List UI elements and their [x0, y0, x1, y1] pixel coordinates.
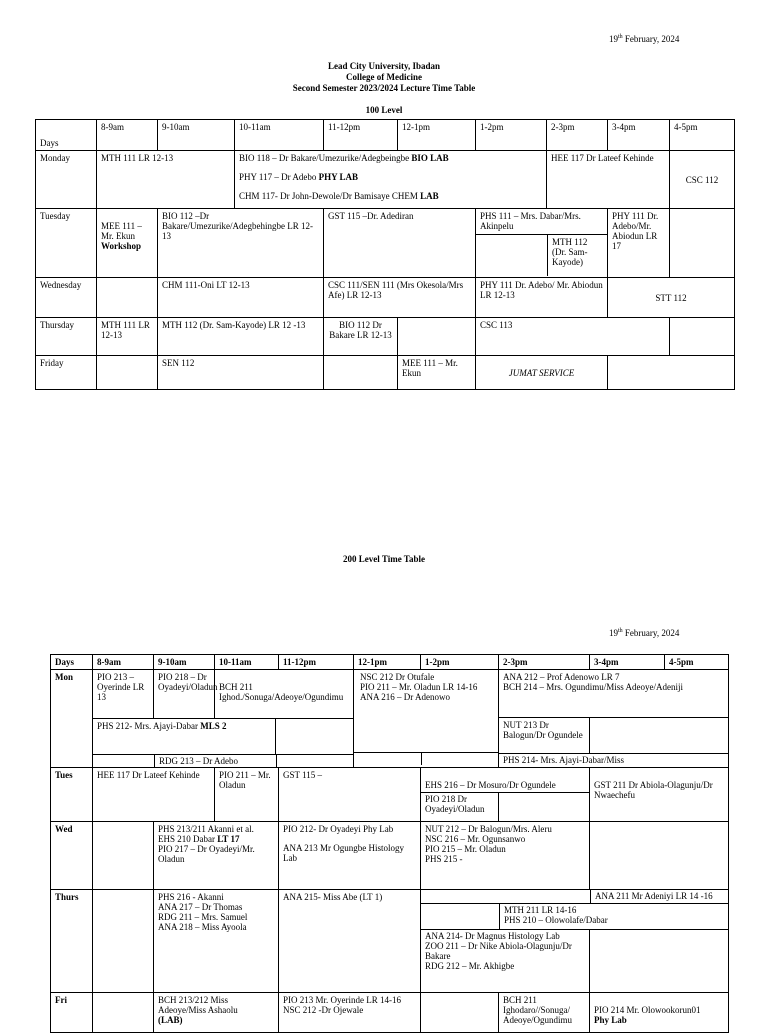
rdg212: RDG 212 – Mr. Akhigbe — [425, 961, 515, 971]
mee111-room: Workshop — [101, 241, 142, 251]
date-top — [609, 34, 679, 45]
header-block — [0, 61, 768, 116]
phs212 — [93, 719, 276, 754]
ana216: ANA 216 – Dr Adenowo — [360, 692, 450, 702]
row-friday — [36, 356, 735, 390]
date-day: 19 — [609, 628, 618, 638]
day-wednesday: Wednesday — [36, 278, 97, 318]
cell-empty — [421, 993, 499, 1033]
cell-wed-nut — [421, 822, 590, 890]
row-thursday — [36, 318, 735, 356]
day-tues: Tues — [51, 768, 93, 822]
date-day: 19 — [609, 34, 618, 44]
cell-gst115: GST 115 –Dr. Adediran — [324, 209, 476, 278]
mth211-phs210 — [500, 904, 608, 929]
date-rest: February, 2024 — [622, 34, 680, 44]
phs111: PHS 111 – Mrs. Dabar/Mrs. Akinpelu — [476, 209, 607, 235]
ehs210-room: LT 17 — [217, 834, 240, 844]
cell-wed-pio212 — [279, 822, 421, 890]
phy117-room: PHY LAB — [318, 172, 359, 182]
day-wed: Wed — [51, 822, 93, 890]
row-wednesday — [36, 278, 735, 318]
empty-slot — [590, 718, 728, 753]
header-days: Days — [36, 120, 97, 151]
nsc212: NSC 212 -Dr Ojewale — [283, 1005, 364, 1015]
day-thursday: Thursday — [36, 318, 97, 356]
level-200-title: 200 Level Time Table — [343, 554, 425, 564]
row-monday — [36, 151, 735, 209]
header-4-5pm: 4-5pm — [670, 120, 735, 151]
pio215: PIO 215 – Mr. Oladun — [425, 844, 506, 854]
header-2-3pm: 2-3pm — [499, 655, 590, 670]
phs215: PHS 215 - — [425, 854, 463, 864]
date-rest: February, 2024 — [622, 628, 680, 638]
header-row — [51, 655, 729, 670]
cell-pio214 — [590, 993, 729, 1033]
bch214: BCH 214 – Mrs. Ogundimu/Miss Adeoye/Adeniji — [503, 682, 684, 692]
cell-chm111: CHM 111-Oni LT 12-13 — [158, 278, 324, 318]
cell-csc113: CSC 113 — [476, 318, 670, 356]
cell-mee111 — [97, 209, 158, 278]
ehs216: EHS 216 – Dr Mosuro/Dr Ogundele — [421, 780, 589, 793]
semester-title: Second Semester 2023/2024 Lecture Time Table — [292, 83, 476, 93]
header-9-10am: 9-10am — [158, 120, 235, 151]
empty-slot — [276, 719, 353, 754]
header-1-2pm: 1-2pm — [421, 655, 499, 670]
empty-slot — [277, 755, 353, 767]
day-tuesday: Tuesday — [36, 209, 97, 278]
cell-gst115: GST 115 – — [279, 768, 421, 822]
date-second — [609, 628, 679, 639]
cell-bch213 — [154, 993, 279, 1033]
cell-pio211: PIO 211 – Mr. Oladun — [215, 768, 279, 822]
cell-wed-phs — [154, 822, 279, 890]
cell-bio112: BIO 112 Dr Bakare LR 12-13 — [324, 318, 398, 356]
cell-mth111: MTH 111 LR 12-13 — [97, 318, 158, 356]
empty-slot — [590, 930, 728, 992]
mee111-text: MEE 111 – Mr. Ekun — [101, 221, 142, 241]
pio211: PIO 211 – Mr. Oladun LR 14-16 — [360, 682, 478, 692]
day-mon: Mon — [51, 670, 93, 768]
header-2-3pm: 2-3pm — [547, 120, 608, 151]
row-thurs — [51, 890, 729, 993]
cell-mon-noon — [354, 670, 499, 768]
header-1-2pm: 1-2pm — [476, 120, 547, 151]
ana213: ANA 213 Mr Ogungbe Histology Lab — [283, 843, 404, 863]
day-friday: Friday — [36, 356, 97, 390]
phs210: PHS 210 – Olowolafe/Dabar — [504, 915, 608, 925]
cell-mon-afternoon — [499, 670, 729, 768]
chm117-text: CHM 117- Dr John-Dewole/Dr Bamisaye CHEM — [239, 191, 421, 201]
phs214: PHS 214- Mrs. Ajayi-Dabar/Miss — [503, 755, 624, 765]
cell-empty — [670, 209, 735, 278]
pio213: PIO 213 – Oyerinde LR 13 — [93, 670, 154, 718]
cell-bio112: BIO 112 –Dr Bakare/Umezurike/Adegbehingbe LR 12-13 — [158, 209, 324, 278]
chm117-room: LAB — [420, 191, 439, 201]
nut213: NUT 213 Dr Balogun/Dr Ogundele — [499, 718, 590, 753]
thu-labs — [421, 930, 590, 992]
header-3-4pm: 3-4pm — [590, 655, 665, 670]
phs212-text: PHS 212- Mrs. Ajayi-Dabar — [97, 721, 201, 731]
empty-slot — [499, 793, 589, 821]
day-thurs: Thurs — [51, 890, 93, 993]
cell-empty — [608, 356, 735, 390]
timetable-200-level — [50, 654, 729, 1033]
empty-slot — [93, 755, 155, 767]
ehs210-text: EHS 210 Dabar — [158, 834, 218, 844]
cell-tue-ehs — [421, 768, 590, 822]
zoo211: ZOO 211 – Dr Nike Abiola-Olagunju/Dr Bakare — [425, 941, 572, 961]
college-name: College of Medicine — [346, 72, 422, 82]
bch213-room: (LAB) — [158, 1015, 183, 1025]
cell-empty — [97, 278, 158, 318]
date-suffix: th — [618, 34, 623, 40]
ana212: ANA 212 – Prof Adenowo LR 7 — [503, 672, 620, 682]
ehs210 — [158, 834, 274, 844]
phs212-room: MLS 2 — [200, 721, 227, 731]
cell-ana215: ANA 215- Miss Abe (LT 1) — [279, 890, 421, 993]
header-12-1pm: 12-1pm — [354, 655, 421, 670]
mth211: MTH 211 LR 14-16 — [504, 905, 577, 915]
cell-empty — [590, 822, 729, 890]
bch213-text: BCH 213/212 Miss Adeoye/Miss Ashaolu — [158, 995, 238, 1015]
pio214-room: Phy Lab — [594, 1015, 627, 1025]
pio217: PIO 217 – Dr Oyadeyi/Mr. Oladun — [158, 844, 255, 864]
cell-phy111: PHY 111 Dr. Adebo/Mr. Abiodun LR 17 — [608, 209, 670, 278]
cell-phy111: PHY 111 Dr. Adebo/ Mr. Abiodun LR 12-13 — [476, 278, 608, 318]
ana214: ANA 214- Dr Magnus Histology Lab — [425, 931, 560, 941]
level-title: 100 Level — [365, 105, 403, 115]
header-11-12pm: 11-12pm — [324, 120, 398, 151]
cell-empty — [93, 890, 154, 993]
pio218: PIO 218 Dr Oyadeyi/Oladun — [421, 793, 499, 821]
cell-sen112: SEN 112 — [158, 356, 324, 390]
bio118-room: BIO LAB — [411, 153, 449, 163]
day-monday: Monday — [36, 151, 97, 209]
cell-fri-pio213 — [279, 993, 421, 1033]
cell-empty — [398, 318, 476, 356]
phy117-text: PHY 117 – Dr Adebo — [239, 172, 319, 182]
ana218: ANA 218 – Miss Ayoola — [158, 922, 247, 932]
bio118-text: BIO 118 – Dr Bakare/Umezurike/Adegbeingbe — [239, 153, 412, 163]
cell-hee117: HEE 117 Dr Lateef Kehinde — [547, 151, 670, 209]
header-8-9am: 8-9am — [97, 120, 158, 151]
row-fri — [51, 993, 729, 1033]
nsc212: NSC 212 Dr Otufale — [360, 672, 435, 682]
university-name: Lead City University, Ibadan — [327, 61, 441, 71]
cell-thu-afternoon — [421, 890, 729, 993]
date-suffix: th — [618, 628, 623, 634]
pio218: PIO 218 – Dr Oyadeyi/Oladun — [154, 670, 215, 718]
header-11-12pm: 11-12pm — [279, 655, 354, 670]
header-row — [36, 120, 735, 151]
header-10-11am: 10-11am — [215, 655, 279, 670]
cell-stt112: STT 112 — [608, 278, 735, 318]
empty-slot — [354, 753, 422, 765]
cell-bch211: BCH 211 Ighodaro//Sonuga/ Adeoye/Ogundimu — [499, 993, 590, 1033]
header-10-11am: 10-11am — [235, 120, 324, 151]
cell-mee111: MEE 111 – Mr. Ekun — [398, 356, 476, 390]
cell-labs — [235, 151, 547, 209]
cell-mth111: MTH 111 LR 12-13 — [97, 151, 235, 209]
cell-mth112: MTH 112 (Dr. Sam-Kayode) LR 12 -13 — [158, 318, 324, 356]
phs213: PHS 213/211 Akanni et al. — [158, 824, 254, 834]
ana211: ANA 211 Mr Adeniyi LR 14 -16 — [595, 891, 713, 901]
header-3-4pm: 3-4pm — [608, 120, 670, 151]
cell-empty — [324, 356, 398, 390]
cell-hee117: HEE 117 Dr Lateef Kehinde — [93, 768, 215, 822]
row-tuesday — [36, 209, 735, 278]
row-wed — [51, 822, 729, 890]
cell-mon-morning — [93, 670, 354, 768]
cell-phs111-mth112 — [476, 209, 608, 278]
cell-empty — [93, 822, 154, 890]
header-9-10am: 9-10am — [154, 655, 215, 670]
cell-thu-phs216 — [154, 890, 279, 993]
cell-gst211: GST 211 Dr Abiola-Olagunju/Dr Nwaechefu — [590, 768, 729, 822]
empty-slot — [421, 890, 591, 903]
header-12-1pm: 12-1pm — [398, 120, 476, 151]
cell-csc112: CSC 112 — [670, 151, 735, 209]
ana217: ANA 217 – Dr Thomas — [158, 902, 243, 912]
cell-empty — [97, 356, 158, 390]
pio214-text: PIO 214 Mr. Olowookorun01 — [594, 1005, 701, 1015]
empty-slot — [476, 235, 548, 276]
cell-jumat: JUMAT SERVICE — [476, 356, 608, 390]
rdg213: RDG 213 – Dr Adebo — [155, 755, 277, 767]
nut212: NUT 212 – Dr Balogun/Mrs. Aleru — [425, 824, 552, 834]
phs216: PHS 216 - Akanni — [158, 892, 224, 902]
cell-empty — [93, 993, 154, 1033]
nsc216: NSC 216 – Mr. Ogunsanwo — [425, 834, 526, 844]
bch211: BCH 211 Ighod./Sonuga/Adeoye/Ogundimu — [219, 682, 344, 702]
row-mon — [51, 670, 729, 768]
header-8-9am: 8-9am — [93, 655, 154, 670]
pio213: PIO 213 Mr. Oyerinde LR 14-16 — [283, 995, 401, 1005]
day-fri: Fri — [51, 993, 93, 1033]
empty-slot — [422, 753, 498, 765]
cell-empty — [670, 318, 735, 356]
timetable-100-level — [35, 119, 735, 390]
pio212: PIO 212- Dr Oyadeyi Phy Lab — [283, 824, 394, 834]
cell-csc111: CSC 111/SEN 111 (Mrs Okesola/Mrs Afe) LR 12-13 — [324, 278, 476, 318]
rdg211: RDG 211 – Mrs. Samuel — [158, 912, 248, 922]
row-tues — [51, 768, 729, 822]
header-days: Days — [51, 655, 93, 670]
header-4-5pm: 4-5pm — [665, 655, 729, 670]
empty-slot — [421, 904, 500, 929]
mth112: MTH 112 (Dr. Sam-Kayode) — [552, 237, 588, 267]
